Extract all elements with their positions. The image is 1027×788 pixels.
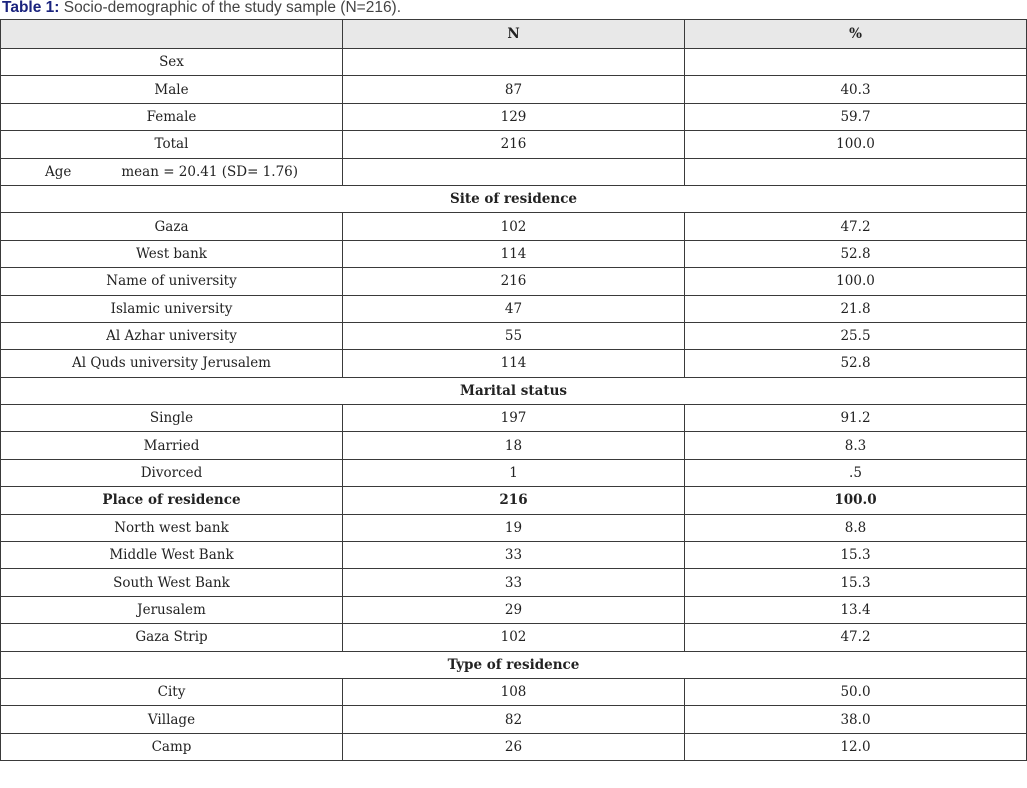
table-row (1, 706, 1027, 733)
cell-n: 55 (343, 322, 685, 349)
cell-label: Male (1, 76, 343, 103)
cell-label: Al Quds university Jerusalem (1, 350, 343, 377)
cell-label: Camp (1, 733, 343, 760)
age-cell (1, 158, 343, 185)
table-row (1, 459, 1027, 486)
cell-percent: 47.2 (685, 213, 1027, 240)
table-row (1, 158, 1027, 185)
table-row (1, 295, 1027, 322)
header-cell-label (1, 20, 343, 49)
table-row (1, 733, 1027, 760)
cell-percent: 40.3 (685, 76, 1027, 103)
cell-percent: 13.4 (685, 596, 1027, 623)
cell-n: 47 (343, 295, 685, 322)
cell-percent: 8.3 (685, 432, 1027, 459)
cell-n: 216 (343, 487, 685, 514)
cell-percent: 15.3 (685, 569, 1027, 596)
cell-n: 29 (343, 596, 685, 623)
table-row (1, 268, 1027, 295)
cell-n: 1 (343, 459, 685, 486)
cell-label: South West Bank (1, 569, 343, 596)
section-header-cell: Type of residence (1, 651, 1027, 678)
cell-percent: 100.0 (685, 487, 1027, 514)
table-caption-label: Table 1: (2, 0, 60, 16)
cell-n: 129 (343, 103, 685, 130)
age-mean-value: mean = 20.41 (SD= 1.76) (121, 163, 299, 180)
table-body (1, 49, 1027, 761)
cell-n: 87 (343, 76, 685, 103)
cell-percent: 8.8 (685, 514, 1027, 541)
cell-n: 216 (343, 268, 685, 295)
table-row (1, 678, 1027, 705)
cell-n: 102 (343, 213, 685, 240)
cell-n: 33 (343, 569, 685, 596)
cell-label: City (1, 678, 343, 705)
cell-label: West bank (1, 240, 343, 267)
cell-percent: .5 (685, 459, 1027, 486)
table-row (1, 432, 1027, 459)
table-row (1, 514, 1027, 541)
cell-label: Divorced (1, 459, 343, 486)
header-cell-percent: % (685, 20, 1027, 49)
cell-label: Gaza Strip (1, 624, 343, 651)
socio-demographic-table (0, 19, 1027, 761)
cell-label: North west bank (1, 514, 343, 541)
cell-label: Female (1, 103, 343, 130)
cell-percent: 52.8 (685, 350, 1027, 377)
cell-percent: 59.7 (685, 103, 1027, 130)
cell-percent: 47.2 (685, 624, 1027, 651)
cell-n: 19 (343, 514, 685, 541)
cell-n: 33 (343, 542, 685, 569)
header-cell-n: N (343, 20, 685, 49)
cell-n (343, 49, 685, 76)
section-header-cell: Site of residence (1, 185, 1027, 212)
table-row (1, 569, 1027, 596)
cell-n: 102 (343, 624, 685, 651)
cell-percent (685, 49, 1027, 76)
table-row (1, 240, 1027, 267)
cell-percent: 100.0 (685, 268, 1027, 295)
table-caption (2, 0, 401, 17)
cell-label: Al Azhar university (1, 322, 343, 349)
cell-label: Sex (1, 49, 343, 76)
table-row (1, 49, 1027, 76)
section-header-row (1, 185, 1027, 212)
cell-n: 114 (343, 240, 685, 267)
cell-percent: 38.0 (685, 706, 1027, 733)
cell-n: 26 (343, 733, 685, 760)
cell-label: Middle West Bank (1, 542, 343, 569)
table-row (1, 103, 1027, 130)
table-header-row (1, 20, 1027, 49)
table-row (1, 624, 1027, 651)
table-row (1, 322, 1027, 349)
cell-percent: 15.3 (685, 542, 1027, 569)
table-row (1, 542, 1027, 569)
cell-percent: 12.0 (685, 733, 1027, 760)
cell-n: 216 (343, 131, 685, 158)
cell-percent: 52.8 (685, 240, 1027, 267)
age-label: Age (44, 163, 72, 180)
cell-label: Name of university (1, 268, 343, 295)
table-row (1, 131, 1027, 158)
cell-percent (685, 158, 1027, 185)
section-header-row (1, 651, 1027, 678)
cell-percent: 91.2 (685, 405, 1027, 432)
cell-n: 197 (343, 405, 685, 432)
cell-label: Single (1, 405, 343, 432)
table-row (1, 76, 1027, 103)
cell-n: 82 (343, 706, 685, 733)
cell-percent: 21.8 (685, 295, 1027, 322)
cell-percent: 100.0 (685, 131, 1027, 158)
cell-label: Village (1, 706, 343, 733)
section-header-cell: Marital status (1, 377, 1027, 404)
cell-percent: 25.5 (685, 322, 1027, 349)
cell-label: Jerusalem (1, 596, 343, 623)
cell-label: Place of residence (1, 487, 343, 514)
table-row (1, 596, 1027, 623)
cell-label: Total (1, 131, 343, 158)
cell-percent: 50.0 (685, 678, 1027, 705)
bold-summary-row (1, 487, 1027, 514)
section-header-row (1, 377, 1027, 404)
cell-label: Married (1, 432, 343, 459)
cell-label: Islamic university (1, 295, 343, 322)
cell-n: 18 (343, 432, 685, 459)
cell-label: Gaza (1, 213, 343, 240)
cell-n: 114 (343, 350, 685, 377)
table-row (1, 405, 1027, 432)
cell-n: 108 (343, 678, 685, 705)
cell-n (343, 158, 685, 185)
table-row (1, 213, 1027, 240)
table-caption-text: Socio-demographic of the study sample (N=216). (59, 0, 402, 16)
table-row (1, 350, 1027, 377)
